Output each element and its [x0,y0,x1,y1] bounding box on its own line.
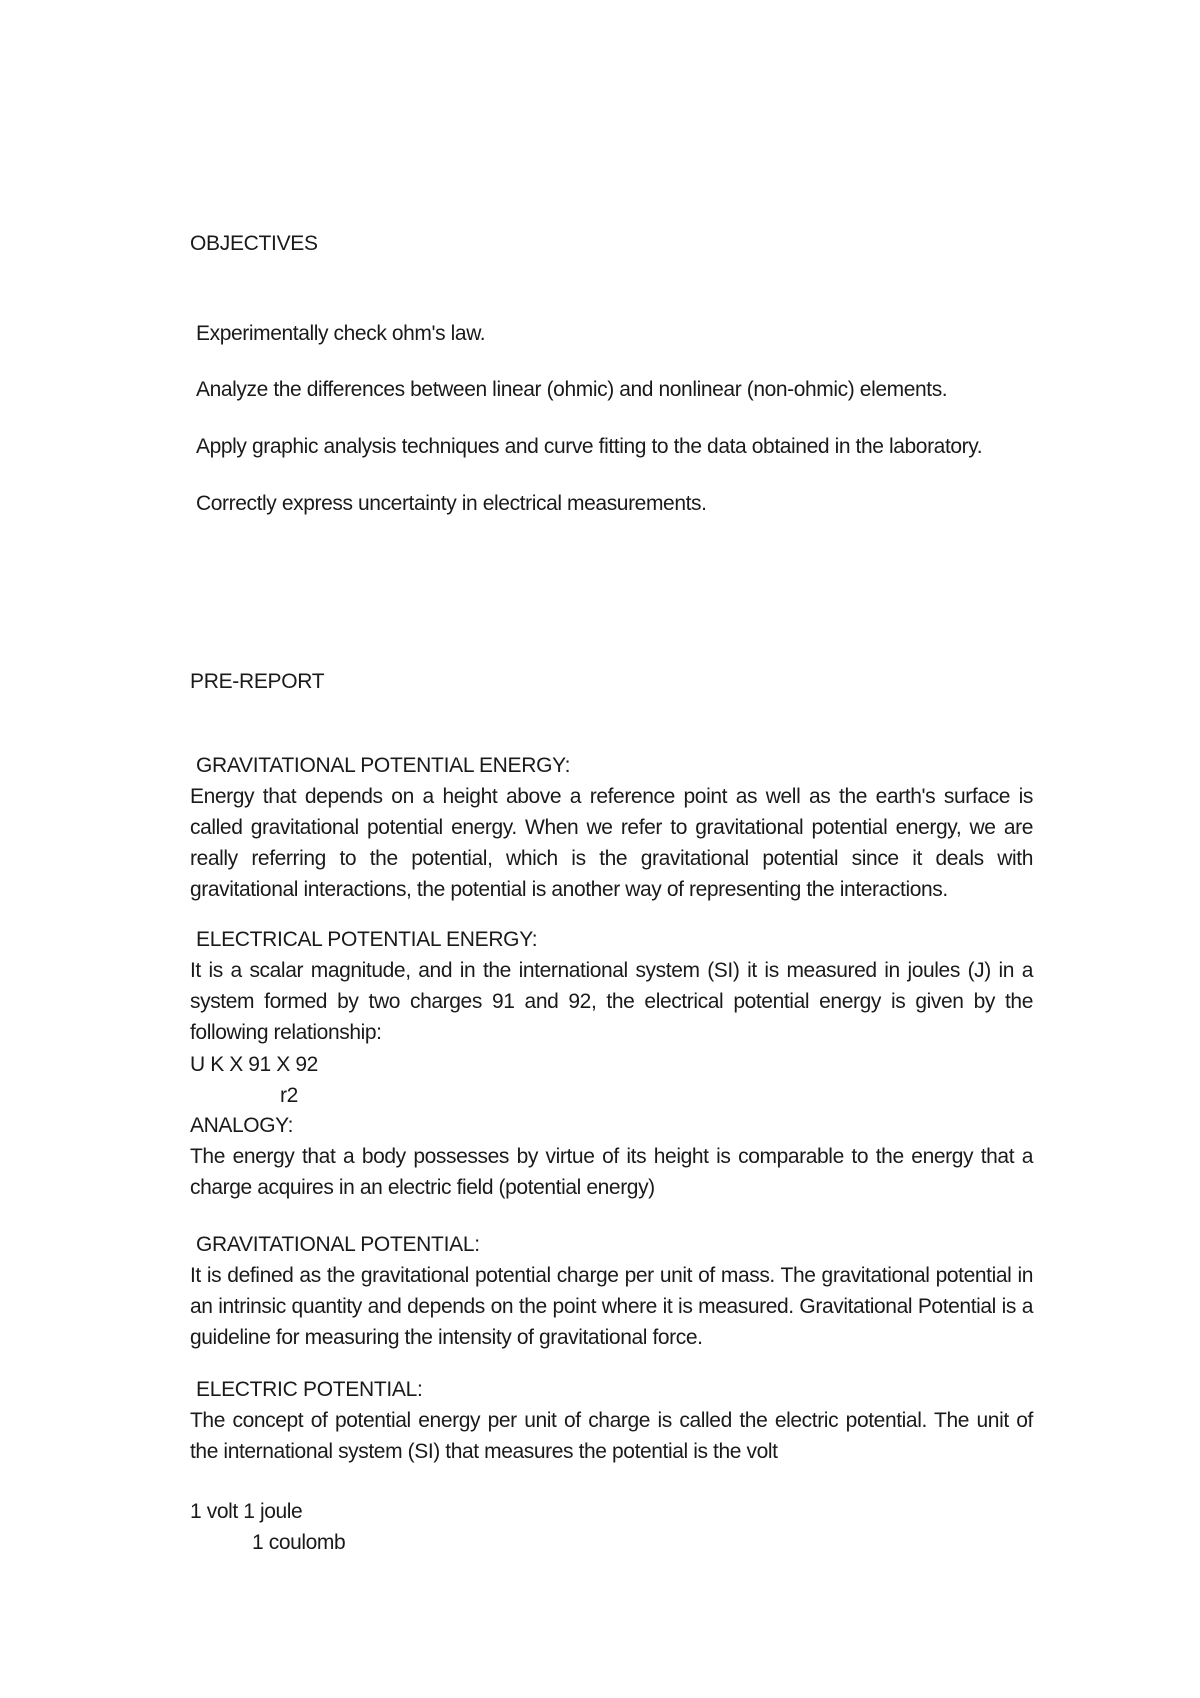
objective-item: Analyze the differences between linear (ohmic) and nonlinear (non-ohmic) elements. [196,378,948,401]
electrical-energy-paragraph: It is a scalar magnitude, and in the international system (SI) it is measured in joules (J) in a system formed by two charges 91 and 92, the electrical potential energy is given by the following relationship: [190,959,1033,1044]
gravitational-potential-title: GRAVITATIONAL POTENTIAL: [196,1233,480,1256]
objective-item: Apply graphic analysis techniques and curve fitting to the data obtained in the laboratory. [196,435,983,458]
analogy-title: ANALOGY: [190,1114,294,1137]
volt-formula-denominator: 1 coulomb [252,1531,346,1554]
objectives-heading: OBJECTIVES [190,232,318,255]
coulomb-formula-denominator: r2 [280,1084,298,1107]
coulomb-formula-numerator: U K X 91 X 92 [190,1053,318,1076]
electric-potential-title: ELECTRIC POTENTIAL: [196,1378,423,1401]
objective-item: Correctly express uncertainty in electrical measurements. [196,492,707,515]
electrical-energy-title: ELECTRICAL POTENTIAL ENERGY: [196,928,538,951]
objective-item: Experimentally check ohm's law. [196,322,486,345]
gravitational-energy-paragraph: Energy that depends on a height above a reference point as well as the earth's surface is called gravitational potential energy. When we refer to gravitational potential energy, we are really referring to the potential, which is the gravitational potential since it deals with gravitational interactions, the potential is another way of representing the interactions. [190,785,1033,901]
gravitational-potential-paragraph: It is defined as the gravitational potential charge per unit of mass. The gravitational potential in an intrinsic quantity and depends on the point where it is measured. Gravitational Potential is a guideline for measuring the intensity of gravitational force. [190,1264,1033,1349]
volt-formula-numerator: 1 volt 1 joule [190,1500,303,1523]
prereport-heading: PRE-REPORT [190,670,325,693]
electric-potential-paragraph: The concept of potential energy per unit of charge is called the electric potential. The unit of the international system (SI) that measures the potential is the volt [190,1409,1033,1463]
analogy-paragraph: The energy that a body possesses by virtue of its height is comparable to the energy that a charge acquires in an electric field (potential energy) [190,1145,1033,1199]
gravitational-energy-title: GRAVITATIONAL POTENTIAL ENERGY: [196,754,571,777]
